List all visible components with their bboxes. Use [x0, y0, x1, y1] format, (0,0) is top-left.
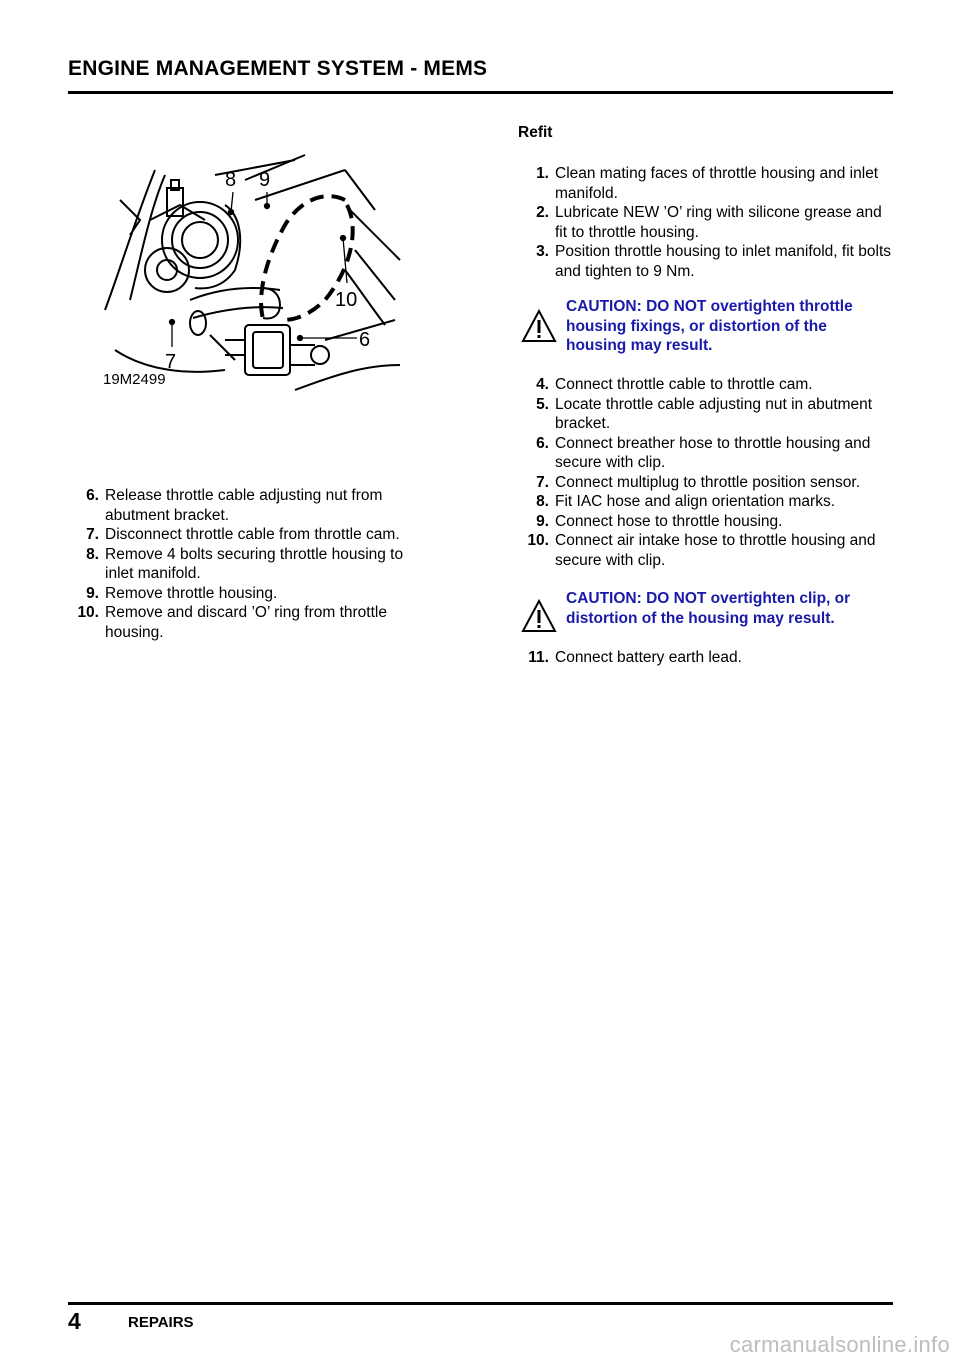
callout-8: 8: [225, 169, 237, 191]
figure-id-label: 19M2499: [103, 371, 166, 388]
footer-rule: [68, 1302, 893, 1305]
page-title: ENGINE MANAGEMENT SYSTEM - MEMS: [68, 57, 488, 80]
warning-triangle-icon: [521, 599, 557, 633]
list-item: 7. Connect multiplug to throttle position sensor.: [536, 473, 861, 491]
refit-steps-list-a: [518, 164, 898, 281]
caution-text: CAUTION: DO NOT overtighten clip, or distortion of the housing may result.: [566, 590, 851, 627]
list-item: 10. Remove and discard ’O’ ring from throttle housing.: [77, 604, 387, 641]
header-rule: [68, 91, 893, 94]
footer-section-label: REPAIRS: [128, 1314, 194, 1331]
caution-text: CAUTION: DO NOT overtighten throttle housing fixings, or distortion of the housing may result.: [566, 298, 853, 354]
refit-steps-list-b: [518, 375, 898, 570]
list-item: 4. Connect throttle cable to throttle cam.: [536, 376, 813, 393]
list-item: 2. Lubricate NEW ’O’ ring with silicone grease and fit to throttle housing.: [536, 204, 882, 241]
callout-9: 9: [259, 169, 271, 191]
list-item: 10. Connect air intake hose to throttle housing and secure with clip.: [527, 532, 876, 569]
list-item: 1. Clean mating faces of throttle housing and inlet manifold.: [536, 165, 879, 202]
list-item: 9. Connect hose to throttle housing.: [536, 512, 783, 530]
callout-6: 6: [359, 329, 371, 351]
list-item: 6. Connect breather hose to throttle housing and secure with clip.: [536, 434, 871, 471]
refit-steps-list-c: [518, 648, 898, 668]
list-item: 3. Position throttle housing to inlet manifold, fit bolts and tighten to 9 Nm.: [536, 243, 892, 280]
callout-7: 7: [165, 351, 177, 373]
refit-heading: Refit: [518, 124, 553, 141]
list-item: 5. Locate throttle cable adjusting nut in abutment bracket.: [536, 395, 873, 432]
list-item: 8. Remove 4 bolts securing throttle housing to inlet manifold.: [86, 545, 404, 582]
watermark: carmanualsonline.info: [729, 1332, 950, 1357]
list-item: 9. Remove throttle housing.: [86, 584, 278, 602]
throttle-housing-illustration: [95, 150, 405, 405]
list-item: 7. Disconnect throttle cable from throttle cam.: [86, 526, 400, 543]
list-item: 11. Connect battery earth lead.: [528, 649, 742, 666]
warning-triangle-icon: [521, 309, 557, 343]
page-number: 4: [68, 1308, 81, 1334]
callout-10: 10: [335, 289, 358, 311]
illustration-svg: [95, 150, 405, 405]
list-item: 6. Release throttle cable adjusting nut from abutment bracket.: [86, 487, 383, 524]
list-item: 8. Fit IAC hose and align orientation marks.: [536, 493, 835, 510]
removal-steps-list: [68, 486, 428, 642]
